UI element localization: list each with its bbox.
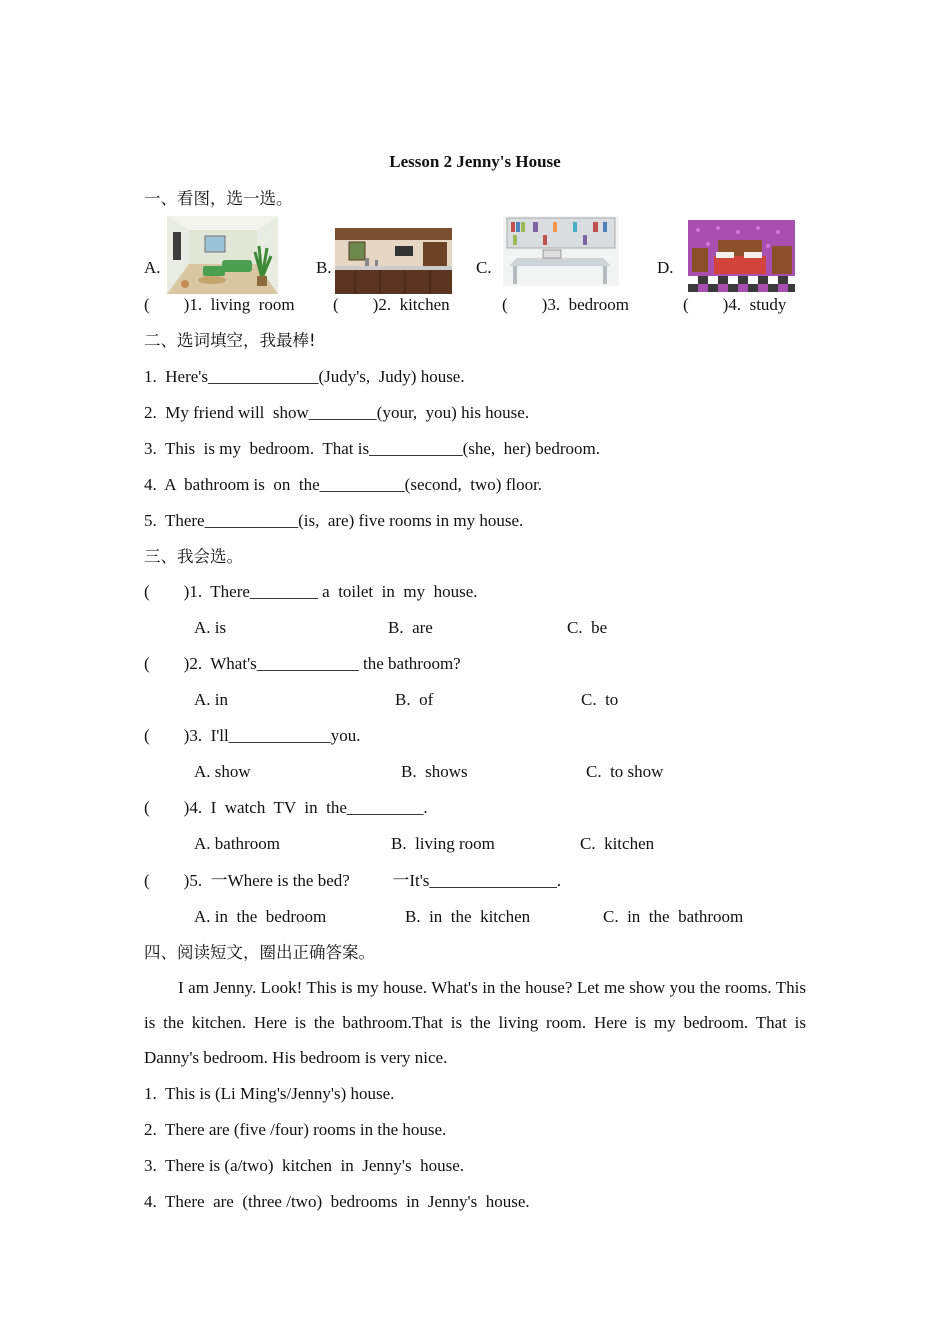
section1-item-4: ( )4. study [683,295,787,314]
section3-question-2: ( )2. What's____________ the bathroom? [144,654,461,673]
section3-q3-option-c: C. to show [586,762,664,781]
section3-q4-option-b: B. living room [391,834,495,853]
picture-label-b: B. [316,258,332,277]
section3-question-5: ( )5. 一Where is the bed? 一It's_______________. [144,871,562,890]
section4-item-4: 4. There are (three /two) bedrooms in Jenny's house. [144,1192,530,1211]
section4-heading: 四、阅读短文，圈出正确答案。 [144,943,375,962]
section4-item-1: 1. This is (Li Ming's/Jenny's) house. [144,1084,395,1103]
section3-question-3: ( )3. I'll____________you. [144,726,361,745]
reading-passage: I am Jenny. Look! This is my house. What's in the house? Let me show you the rooms. This is the kitchen. Here is the bathroom.That is the living room. Here is my bedroom. That is Danny's bedroom. His bedroom is very nice. [144,978,806,1067]
section4-item-2: 2. There are (five /four) rooms in the house. [144,1120,447,1139]
section3-q1-option-a: A. is [194,618,227,637]
page-title: Lesson 2 Jenny's House [389,152,561,171]
section2-item-3: 3. This is my bedroom. That is___________(she, her) bedroom. [144,439,600,458]
picture-label-c: C. [476,258,492,277]
section3-q2-option-a: A. in [194,690,228,709]
section3-q1-option-c: C. be [567,618,608,637]
section1-heading: 一、看图，选一选。 [144,189,293,208]
section2-item-5: 5. There___________(is, are) five rooms in my house. [144,511,524,530]
section4-item-3: 3. There is (a/two) kitchen in Jenny's house. [144,1156,465,1175]
section3-q4-option-a: A. bathroom [194,834,280,853]
section3-q5-option-a: A. in the bedroom [194,907,327,926]
section2-item-1: 1. Here's_____________(Judy's, Judy) house. [144,367,465,386]
section3-q4-option-c: C. kitchen [580,834,655,853]
picture-label-a: A. [144,258,161,277]
section3-q2-option-b: B. of [395,690,434,709]
picture-label-d: D. [657,258,674,277]
kitchen-picture [335,228,452,294]
section3-heading: 三、我会选。 [144,547,243,566]
section1-item-3: ( )3. bedroom [502,295,630,314]
section3-q5-option-c: C. in the bathroom [603,907,744,926]
section1-item-1: ( )1. living room [144,295,295,314]
section3-question-4: ( )4. I watch TV in the_________. [144,798,428,817]
study-picture [503,216,619,286]
section3-question-1: ( )1. There________ a toilet in my house. [144,582,478,601]
section3-q2-option-c: C. to [581,690,619,709]
bedroom-picture [688,220,795,292]
section3-q3-option-a: A. show [194,762,251,781]
section2-item-2: 2. My friend will show________(your, you) his house. [144,403,530,422]
section3-q3-option-b: B. shows [401,762,468,781]
living-room-picture [167,216,278,294]
section3-q1-option-b: B. are [388,618,433,637]
section2-item-4: 4. A bathroom is on the__________(second, two) floor. [144,475,543,494]
section1-item-2: ( )2. kitchen [333,295,450,314]
section2-heading: 二、选词填空，我最棒! [144,331,316,350]
section3-q5-option-b: B. in the kitchen [405,907,531,926]
